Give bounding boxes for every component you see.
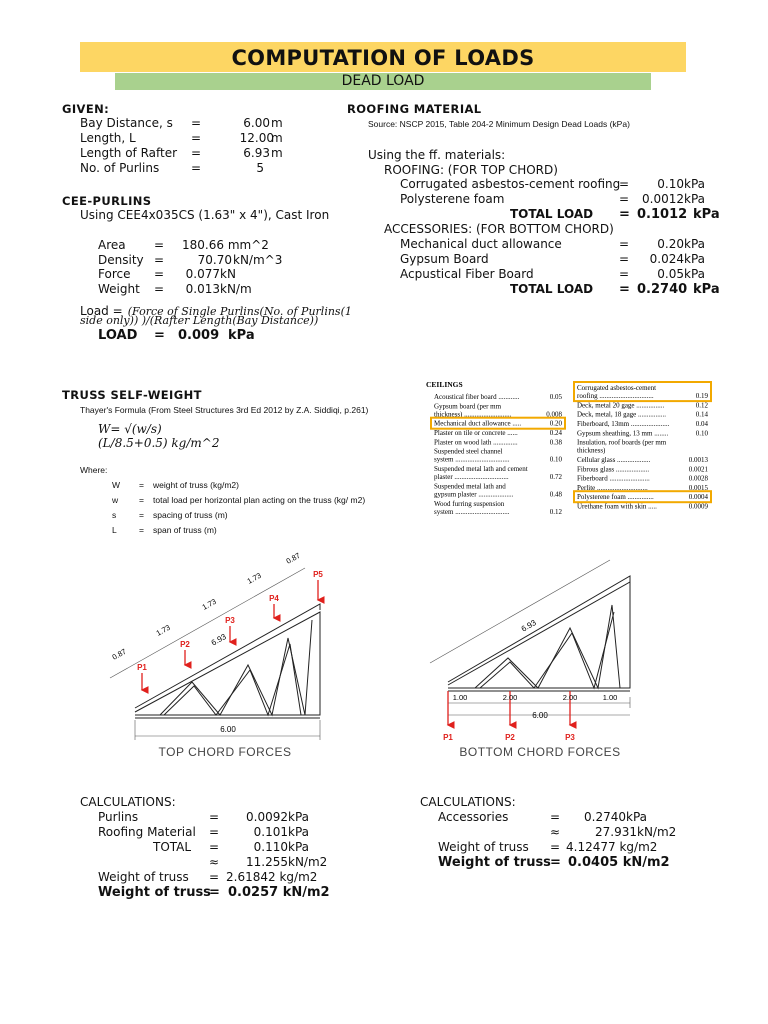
segment-label: 0.87	[110, 646, 128, 662]
calc-eq: =	[209, 840, 220, 854]
given-label: Length, L	[80, 131, 136, 145]
given-value: 12.00	[239, 131, 274, 145]
top-total-eq: =	[619, 207, 630, 222]
load-formula-line1: (Force of Single Purlins(No. of Purlins(1	[127, 305, 352, 318]
roofing-value: 0.0012	[642, 192, 684, 206]
truss-source: Thayer's Formula (From Steel Structures 3rd Ed 2012 by Z.A. Siddiqi, p.261)	[80, 405, 369, 415]
calc-left-result-eq: =	[209, 885, 220, 900]
calc-value-unit	[566, 840, 657, 854]
accessory-unit: kPa	[684, 237, 705, 251]
bottom-chord-caption: BOTTOM CHORD FORCES	[459, 745, 621, 759]
page-subtitle: DEAD LOAD	[115, 73, 651, 90]
cee-unit: kN/m^3	[233, 253, 283, 267]
page-title: COMPUTATION OF LOADS	[80, 42, 686, 72]
cee-label: Area	[98, 238, 126, 252]
accessory-unit: kPa	[684, 267, 705, 281]
def-eq: =	[139, 510, 144, 520]
nscp-entry-text: Mechanical duct allowance .....	[434, 419, 522, 428]
calc-right-result-value: 0.0405	[568, 855, 619, 870]
calc-label: Weight of truss	[98, 870, 189, 884]
nscp-table-excerpt	[420, 378, 720, 524]
calc-value: 2.61842	[226, 870, 276, 884]
calc-right-result	[568, 855, 670, 870]
nscp-entry-value: 0.12	[549, 507, 562, 516]
calc-label: TOTAL	[153, 840, 192, 854]
nscp-entry-value: 0.05	[549, 393, 562, 401]
cee-unit: mm^2	[227, 238, 269, 252]
cee-value: 70.70	[197, 253, 232, 267]
nscp-entry-text: Plaster on tile or concrete ......	[434, 429, 518, 437]
segment-label: 2.00	[562, 693, 578, 702]
def-desc: spacing of truss (m)	[153, 510, 228, 520]
roofing-label: Polysterene foam	[400, 192, 505, 206]
calc-value: 11.255	[246, 855, 288, 869]
roofing-value: 0.10	[657, 177, 684, 191]
def-desc: total load per horizontal plan acting on the truss (kg/ m2)	[153, 495, 366, 505]
calc-unit: kPa	[288, 825, 309, 839]
load-point-label: P1	[443, 733, 453, 742]
top-rafter-label: 6.93	[209, 632, 228, 648]
given-eq: =	[191, 131, 202, 145]
calc-right-heading: CALCULATIONS:	[420, 795, 516, 809]
calc-value: 0.110	[253, 840, 288, 854]
calc-value-unit	[226, 870, 317, 884]
bottom-dimension-lines	[430, 560, 630, 715]
calc-unit: kg/m2	[619, 840, 658, 854]
calc-value: 27.931	[595, 825, 637, 839]
given-value: 6.93	[243, 146, 270, 160]
calc-unit: kPa	[288, 810, 309, 824]
given-eq: =	[191, 161, 202, 175]
nscp-entry-value: 0.20	[549, 419, 562, 428]
cee-label: Weight	[98, 282, 140, 296]
cee-value: 0.077	[185, 267, 220, 281]
cee-value: 0.013	[185, 282, 220, 296]
nscp-entry-text: Suspended steel channel	[434, 447, 503, 456]
top-total-label: TOTAL LOAD	[510, 207, 594, 221]
segment-label: 1.73	[154, 622, 172, 638]
top-segment-labels	[111, 551, 302, 662]
cee-eq: =	[154, 267, 165, 281]
accessory-label: Acpustical Fiber Board	[400, 267, 534, 281]
roofing-label: Corrugated asbestos-cement roofing	[400, 177, 621, 191]
nscp-entry-value: 0.0021	[688, 465, 708, 474]
calc-left-result-label: Weight of truss	[98, 885, 211, 900]
given-value: 5	[256, 161, 264, 175]
cee-heading: CEE-PURLINS	[62, 194, 152, 208]
calc-eq: =	[209, 825, 220, 839]
bottom-total-unit: kPa	[693, 282, 720, 297]
calc-label: Purlins	[98, 810, 139, 824]
cee-eq: =	[154, 282, 165, 296]
top-total-value: 0.1012	[637, 207, 688, 222]
calc-unit: kPa	[288, 840, 309, 854]
def-eq: =	[139, 480, 144, 490]
roofing-top-heading: ROOFING: (FOR TOP CHORD)	[384, 163, 558, 177]
calc-value: 0.2740	[584, 810, 626, 824]
bottom-total-eq: =	[619, 282, 630, 297]
accessory-value: 0.024	[649, 252, 684, 266]
given-label: Length of Rafter	[80, 146, 178, 160]
nscp-entry-value: 0.19	[695, 392, 708, 401]
given-unit: m	[271, 146, 283, 160]
accessory-eq: =	[619, 237, 630, 251]
nscp-entry-text: Fiberboard, 13mm ......................	[577, 420, 670, 428]
calc-unit: kg/m2	[279, 870, 318, 884]
nscp-entry-text: Deck, metal 20 gage ................	[577, 401, 665, 410]
accessory-value: 0.05	[657, 267, 684, 281]
bottom-rafter-label: 6.93	[519, 618, 538, 634]
nscp-entry-text: Fibrous glass ...................	[577, 465, 650, 474]
calc-left-heading: CALCULATIONS:	[80, 795, 176, 809]
calc-label: Accessories	[438, 810, 509, 824]
bottom-truss-frame	[448, 576, 630, 691]
load-point-label: P5	[313, 570, 323, 579]
given-label: Bay Distance, s	[80, 116, 173, 130]
nscp-entry-text: Insulation, roof boards (per mm	[577, 438, 667, 447]
nscp-entry-text: Polysterene foam ...............	[577, 493, 654, 502]
nscp-entry-value: 0.12	[695, 401, 708, 410]
def-symbol: w	[112, 495, 119, 505]
roofing-unit: kPa	[684, 177, 705, 191]
nscp-entry-text: Suspended metal lath and cement	[434, 465, 528, 473]
nscp-entry-value: 0.72	[549, 473, 562, 482]
segment-label: 1.73	[245, 570, 263, 586]
bottom-segment-labels	[453, 693, 618, 702]
nscp-entry-text: Cellular glass ...................	[577, 456, 651, 464]
nscp-heading: CEILINGS	[426, 380, 463, 389]
calc-unit: kPa	[626, 810, 647, 824]
load-result-eq: =	[154, 328, 165, 343]
load-point-label: P1	[137, 663, 147, 672]
nscp-entry-text: Urethane foam with skin .....	[577, 502, 657, 511]
nscp-entry-text: system ...............................	[434, 455, 510, 464]
roofing-eq: =	[619, 177, 630, 191]
segment-label: 1.73	[200, 596, 218, 612]
nscp-entry-value: 0.0028	[688, 474, 708, 483]
load-point-label: P4	[269, 594, 279, 603]
bottom-total-label: TOTAL LOAD	[510, 282, 594, 296]
calc-eq: =	[550, 840, 561, 854]
cee-eq: =	[154, 253, 165, 267]
nscp-entry-value: 0.0004	[688, 493, 708, 502]
def-symbol: W	[112, 480, 121, 490]
nscp-left-column	[431, 393, 565, 516]
nscp-entry-value: 0.24	[549, 429, 562, 437]
load-result-unit: kPa	[228, 328, 255, 343]
calc-value: 4.12477	[566, 840, 616, 854]
nscp-entry-text: thickness)	[577, 446, 606, 455]
roofing-source: Source: NSCP 2015, Table 204-2 Minimum Design Dead Loads (kPa)	[368, 119, 630, 129]
def-desc: weight of truss (kg/m2)	[153, 480, 239, 490]
given-unit: m	[271, 116, 283, 130]
cee-table	[98, 238, 298, 300]
given-unit: m	[271, 131, 283, 145]
nscp-entry-value: 0.0009	[688, 502, 708, 511]
calc-left-result-unit: kN/m2	[282, 885, 330, 900]
nscp-entry-value: 0.008	[546, 410, 562, 419]
nscp-entry-value: 0.10	[549, 455, 562, 464]
given-label: No. of Purlins	[80, 161, 160, 175]
accessory-eq: =	[619, 267, 630, 281]
calc-eq: =	[550, 810, 561, 824]
nscp-right-column	[574, 382, 711, 511]
nscp-entry-text: Wood furring suspension	[434, 499, 505, 508]
nscp-entry-text: Plaster on wood lath ..............	[434, 438, 518, 447]
nscp-entry-text: gypsum plaster ....................	[434, 490, 514, 499]
top-chord-caption: TOP CHORD FORCES	[158, 745, 292, 759]
calc-eq: ≈	[550, 825, 561, 839]
load-point-label: P3	[565, 733, 575, 742]
calc-value: 0.0092	[246, 810, 288, 824]
nscp-entry-text: Gypsum board (per mm	[434, 402, 502, 411]
segment-label: 0.87	[284, 550, 302, 566]
nscp-entry-text: roofing ...............................	[577, 392, 654, 401]
calc-eq: =	[209, 810, 220, 824]
segment-label: 1.00	[452, 693, 468, 702]
given-eq: =	[191, 116, 202, 130]
truss-formula-1: W= √(w/s)	[98, 422, 162, 436]
roofing-eq: =	[619, 192, 630, 206]
calc-eq: ≈	[209, 855, 220, 869]
nscp-entry-value: 0.38	[549, 438, 562, 447]
load-point-label: P2	[505, 733, 515, 742]
calc-unit: kN/m2	[637, 825, 677, 839]
bottom-chord-diagram	[420, 560, 670, 765]
calc-unit: kN/m2	[288, 855, 328, 869]
bottom-total-value: 0.2740	[637, 282, 688, 297]
cee-eq: =	[154, 238, 165, 252]
top-chord-diagram	[100, 550, 340, 765]
nscp-entry-text: Acoustical fiber board ............	[434, 393, 520, 401]
roofing-heading: ROOFING MATERIAL	[347, 102, 482, 116]
top-span-label: 6.00	[220, 725, 236, 734]
calc-right-result-label: Weight of truss	[438, 855, 551, 870]
truss-formula-2: (L/8.5+0.5) kg/m^2	[98, 436, 220, 450]
load-result-value: 0.009	[178, 328, 220, 343]
nscp-entry-text: Deck, metal, 18 gage ................	[577, 410, 667, 419]
calc-label: Weight of truss	[438, 840, 529, 854]
nscp-entry-text: Corrugated asbestos-cement	[577, 384, 657, 392]
nscp-entry-text: Gypsum sheathing, 13 mm ........	[577, 429, 669, 438]
nscp-entry-text: Perlite .............................	[577, 483, 648, 492]
load-formula-prefix: Load =	[80, 304, 123, 318]
top-total-unit: kPa	[693, 207, 720, 222]
calc-label: Roofing Material	[98, 825, 196, 839]
calc-left-result	[228, 885, 330, 900]
truss-heading: TRUSS SELF-WEIGHT	[62, 388, 202, 402]
nscp-entry-text: Fiberboard .......................	[577, 474, 650, 483]
load-point-label: P2	[180, 640, 190, 649]
def-eq: =	[139, 525, 144, 535]
cee-value: 180.66	[182, 238, 224, 252]
cee-unit: kN	[220, 267, 236, 281]
nscp-entry-value: 0.14	[695, 410, 708, 419]
segment-label: 1.00	[602, 693, 618, 702]
accessory-value: 0.20	[657, 237, 684, 251]
roofing-bottom-heading: ACCESSORIES: (FOR BOTTOM CHORD)	[384, 222, 614, 236]
roofing-unit: kPa	[684, 192, 705, 206]
load-result-label: LOAD	[98, 328, 138, 343]
accessory-unit: kPa	[684, 252, 705, 266]
def-symbol: s	[112, 510, 117, 520]
cee-using: Using CEE4x035CS (1.63" x 4"), Cast Iron	[80, 208, 330, 222]
calc-value: 0.101	[253, 825, 288, 839]
accessory-eq: =	[619, 252, 630, 266]
cee-unit: kN/m	[220, 282, 252, 296]
nscp-entry-value: 0.10	[695, 429, 708, 438]
truss-definitions	[112, 480, 412, 540]
calc-right-table	[438, 810, 708, 880]
nscp-entry-text: Suspended metal lath and	[434, 482, 506, 491]
cee-label: Density	[98, 253, 144, 267]
cee-label: Force	[98, 267, 131, 281]
nscp-entry-value: 0.0015	[688, 483, 708, 492]
calc-eq: =	[209, 870, 220, 884]
segment-label: 2.00	[502, 693, 518, 702]
nscp-entry-value: 0.48	[549, 490, 562, 499]
nscp-entry-value: 0.04	[695, 420, 708, 428]
load-point-label: P3	[225, 616, 235, 625]
given-eq: =	[191, 146, 202, 160]
calc-left-result-value: 0.0257	[228, 885, 279, 900]
nscp-entry-text: thickness) ...........................	[434, 410, 512, 419]
load-formula-line2: side only)) )/(Rafter Length(Bay Distance))	[80, 314, 319, 327]
given-heading: GIVEN:	[62, 102, 110, 116]
calc-right-result-unit: kN/m2	[622, 855, 670, 870]
nscp-entry-text: system ...............................	[434, 507, 510, 516]
nscp-entry-value: 0.0013	[688, 456, 708, 464]
bottom-span-label: 6.00	[532, 711, 548, 720]
def-desc: span of truss (m)	[153, 525, 217, 535]
accessory-label: Gypsum Board	[400, 252, 489, 266]
roofing-using: Using the ff. materials:	[368, 148, 506, 162]
calc-left-table	[98, 810, 358, 900]
calc-right-result-eq: =	[550, 855, 561, 870]
def-symbol: L	[112, 525, 117, 535]
nscp-entry-text: plaster ...............................	[434, 473, 509, 482]
given-value: 6.00	[243, 116, 270, 130]
accessory-label: Mechanical duct allowance	[400, 237, 562, 251]
accessories-table	[400, 237, 720, 307]
cee-value-unit	[182, 238, 269, 252]
def-eq: =	[139, 495, 144, 505]
truss-where: Where:	[80, 465, 108, 475]
